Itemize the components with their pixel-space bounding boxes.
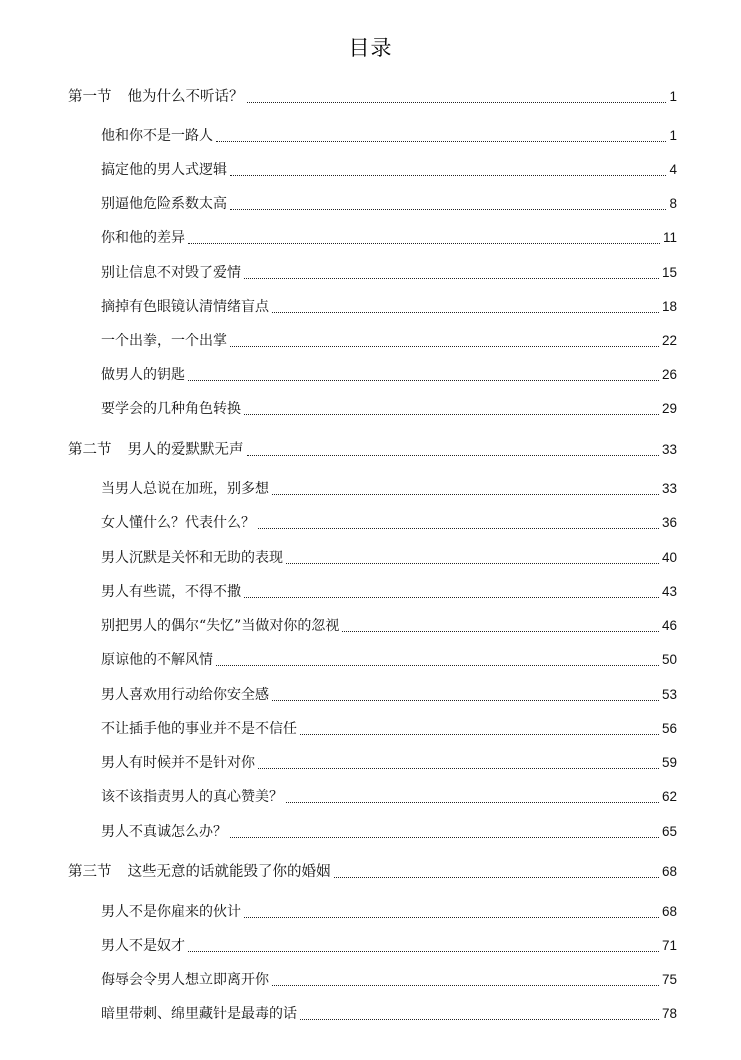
section-title: 别把男人的偶尔“失忆”当做对你的忽视: [101, 618, 340, 634]
page-number: 46: [661, 618, 677, 633]
section-title: 做男人的钥匙: [101, 367, 185, 383]
page-number: 78: [661, 1006, 677, 1021]
toc-section-entry[interactable]: [101, 786, 677, 808]
chapter-title: 这些无意的话就能毁了你的婚姻: [127, 864, 331, 880]
dot-leader: [216, 665, 659, 666]
page-number: 75: [661, 972, 677, 987]
dot-leader: [272, 985, 659, 986]
section-title: 男人不是奴才: [101, 938, 185, 954]
dot-leader: [230, 837, 659, 838]
page-number: 15: [661, 265, 677, 280]
dot-leader: [258, 528, 659, 529]
page-number: 62: [661, 789, 677, 804]
section-title: 搞定他的男人式逻辑: [101, 162, 227, 178]
toc-section-entry[interactable]: [101, 330, 677, 352]
page-number: 71: [661, 938, 677, 953]
toc-chapter-entry[interactable]: [68, 86, 677, 108]
toc-section-entry[interactable]: [101, 649, 677, 671]
dot-leader: [300, 734, 659, 735]
page-number: 50: [661, 652, 677, 667]
dot-leader: [244, 278, 659, 279]
chapter-number: 第二节: [68, 442, 112, 458]
section-title: 一个出拳，一个出掌: [101, 333, 227, 349]
section-title: 原谅他的不解风情: [101, 652, 213, 668]
dot-leader: [188, 243, 660, 244]
dot-leader: [342, 631, 659, 632]
toc-section-entry[interactable]: [101, 478, 677, 500]
section-title: 女人懂什么？代表什么？: [101, 515, 255, 531]
section-title: 侮辱会令男人想立即离开你: [101, 972, 269, 988]
dot-leader: [334, 877, 659, 878]
toc-section-entry[interactable]: [101, 125, 677, 147]
page-number: 43: [661, 584, 677, 599]
toc-section-entry[interactable]: [101, 901, 677, 923]
chapter-title: 男人的爱默默无声: [127, 442, 244, 458]
toc-section-entry[interactable]: [101, 159, 677, 181]
toc-section-entry[interactable]: [101, 227, 677, 249]
chapter-title: 他为什么不听话？: [127, 89, 244, 105]
page-number: 1: [669, 128, 677, 143]
dot-leader: [216, 141, 666, 142]
page-number: 65: [661, 824, 677, 839]
toc-section-entry[interactable]: [101, 581, 677, 603]
toc-section-entry[interactable]: [101, 296, 677, 318]
toc-section-entry[interactable]: [101, 752, 677, 774]
page-number: 40: [661, 550, 677, 565]
section-title: 要学会的几种角色转换: [101, 401, 241, 417]
toc-section-entry[interactable]: [101, 1003, 677, 1025]
dot-leader: [286, 563, 659, 564]
toc-section-entry[interactable]: [101, 684, 677, 706]
section-title: 你和他的差异: [101, 230, 185, 246]
toc-section-entry[interactable]: [101, 193, 677, 215]
page-number: 68: [661, 864, 677, 879]
toc-section-entry[interactable]: [101, 547, 677, 569]
section-title: 男人沉默是关怀和无助的表现: [101, 550, 283, 566]
dot-leader: [244, 414, 659, 415]
toc-section-entry[interactable]: [101, 398, 677, 420]
page-number: 36: [661, 515, 677, 530]
page-number: 33: [661, 442, 677, 457]
section-title: 摘掉有色眼镜认清情绪盲点: [101, 299, 269, 315]
section-title: 别逼他危险系数太高: [101, 196, 227, 212]
toc-section-entry[interactable]: [101, 364, 677, 386]
toc-section-entry[interactable]: [101, 935, 677, 957]
page-number: 11: [662, 230, 677, 245]
section-title: 他和你不是一路人: [101, 128, 213, 144]
page-number: 1: [669, 89, 677, 104]
section-title: 男人有时候并不是针对你: [101, 755, 255, 771]
dot-leader: [272, 494, 659, 495]
chapter-number: 第一节: [68, 89, 112, 105]
page-number: 33: [661, 481, 677, 496]
section-title: 男人不是你雇来的伙计: [101, 904, 241, 920]
section-title: 男人有些谎，不得不撒: [101, 584, 241, 600]
dot-leader: [247, 102, 667, 103]
toc-chapter-entry[interactable]: [68, 439, 677, 461]
toc-section-entry[interactable]: [101, 512, 677, 534]
toc-section-entry[interactable]: [101, 718, 677, 740]
dot-leader: [286, 802, 659, 803]
section-title: 当男人总说在加班，别多想: [101, 481, 269, 497]
page-number: 56: [661, 721, 677, 736]
dot-leader: [188, 951, 659, 952]
toc-section-entry[interactable]: [101, 615, 677, 637]
dot-leader: [300, 1019, 659, 1020]
page-number: 22: [661, 333, 677, 348]
page-number: 18: [661, 299, 677, 314]
chapter-number: 第三节: [68, 864, 112, 880]
page-number: 26: [661, 367, 677, 382]
section-title: 男人不真诚怎么办？: [101, 824, 227, 840]
toc-section-entry[interactable]: [101, 969, 677, 991]
toc-section-entry[interactable]: [101, 262, 677, 284]
page-number: 8: [669, 196, 677, 211]
dot-leader: [244, 597, 659, 598]
dot-leader: [188, 380, 659, 381]
page-number: 53: [661, 687, 677, 702]
section-title: 不让插手他的事业并不是不信任: [101, 721, 297, 737]
page-number: 59: [661, 755, 677, 770]
page-title: 目录: [348, 36, 393, 60]
page-number: 68: [661, 904, 677, 919]
section-title: 该不该指责男人的真心赞美？: [101, 789, 283, 805]
page-number: 4: [669, 162, 677, 177]
section-title: 男人喜欢用行动给你安全感: [101, 687, 269, 703]
toc-chapter-entry[interactable]: [68, 861, 677, 883]
dot-leader: [247, 455, 659, 456]
dot-leader: [244, 917, 659, 918]
toc-section-entry[interactable]: [101, 821, 677, 843]
dot-leader: [258, 768, 659, 769]
dot-leader: [230, 175, 666, 176]
page-number: 29: [661, 401, 677, 416]
dot-leader: [230, 346, 659, 347]
dot-leader: [272, 312, 659, 313]
dot-leader: [230, 209, 666, 210]
dot-leader: [272, 700, 659, 701]
section-title: 暗里带刺、绵里藏针是最毒的话: [101, 1006, 297, 1022]
section-title: 别让信息不对毁了爱情: [101, 265, 241, 281]
